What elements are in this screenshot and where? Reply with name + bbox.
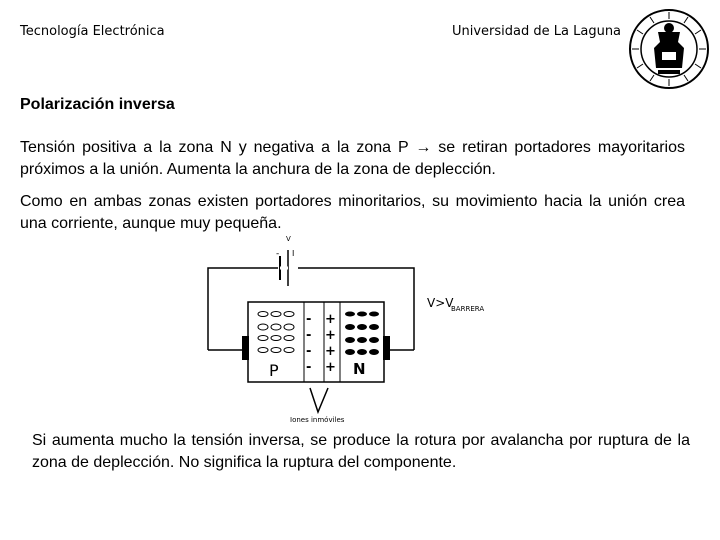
p-region-label: P bbox=[269, 361, 279, 380]
battery-minus-label: - bbox=[276, 249, 280, 259]
depletion-ion-negative: - bbox=[306, 360, 312, 375]
voltage-subscript: BARRERA bbox=[451, 305, 485, 313]
voltage-condition-label: V>V bbox=[427, 296, 454, 310]
university-seal-icon bbox=[628, 8, 710, 90]
depletion-ion-negative: - bbox=[306, 328, 312, 343]
depletion-ion-negative: - bbox=[306, 312, 312, 327]
depletion-ion-positive: + bbox=[325, 344, 336, 359]
university-name: Universidad de La Laguna bbox=[452, 24, 622, 39]
reverse-bias-circuit-diagram bbox=[200, 230, 500, 430]
depletion-ion-positive: + bbox=[325, 360, 336, 375]
course-title: Tecnología Electrónica bbox=[20, 24, 165, 39]
battery-label: V bbox=[286, 235, 291, 243]
paragraph-avalanche-breakdown: Si aumenta mucho la tensión inversa, se produce la rotura por avalancha por ruptura de la zona de deplección. No significa la ruptura del componente. bbox=[32, 432, 690, 471]
battery-symbol bbox=[280, 250, 288, 286]
n-region-label: N bbox=[353, 360, 366, 378]
depletion-ion-positive: + bbox=[325, 312, 336, 327]
immobile-ions-label: Iones inmóviles bbox=[290, 416, 345, 424]
battery-plus-label: I bbox=[292, 249, 295, 258]
ions-pointer-icon bbox=[310, 388, 328, 412]
depletion-ion-positive: + bbox=[325, 328, 336, 343]
paragraph-reverse-bias: Tensión positiva a la zona N y negativa a la zona P → se retiran portadores mayoritarios próximos a la unión. Aumenta la anchura de la zona de deplección. bbox=[20, 139, 685, 178]
slide-title: Polarización inversa bbox=[20, 96, 175, 113]
pn-junction bbox=[242, 302, 390, 382]
paragraph-minority-carriers: Como en ambas zonas existen portadores minoritarios, su movimiento hacia la unión crea una corriente, aunque muy pequeña. bbox=[20, 193, 685, 232]
depletion-ion-negative: - bbox=[306, 344, 312, 359]
